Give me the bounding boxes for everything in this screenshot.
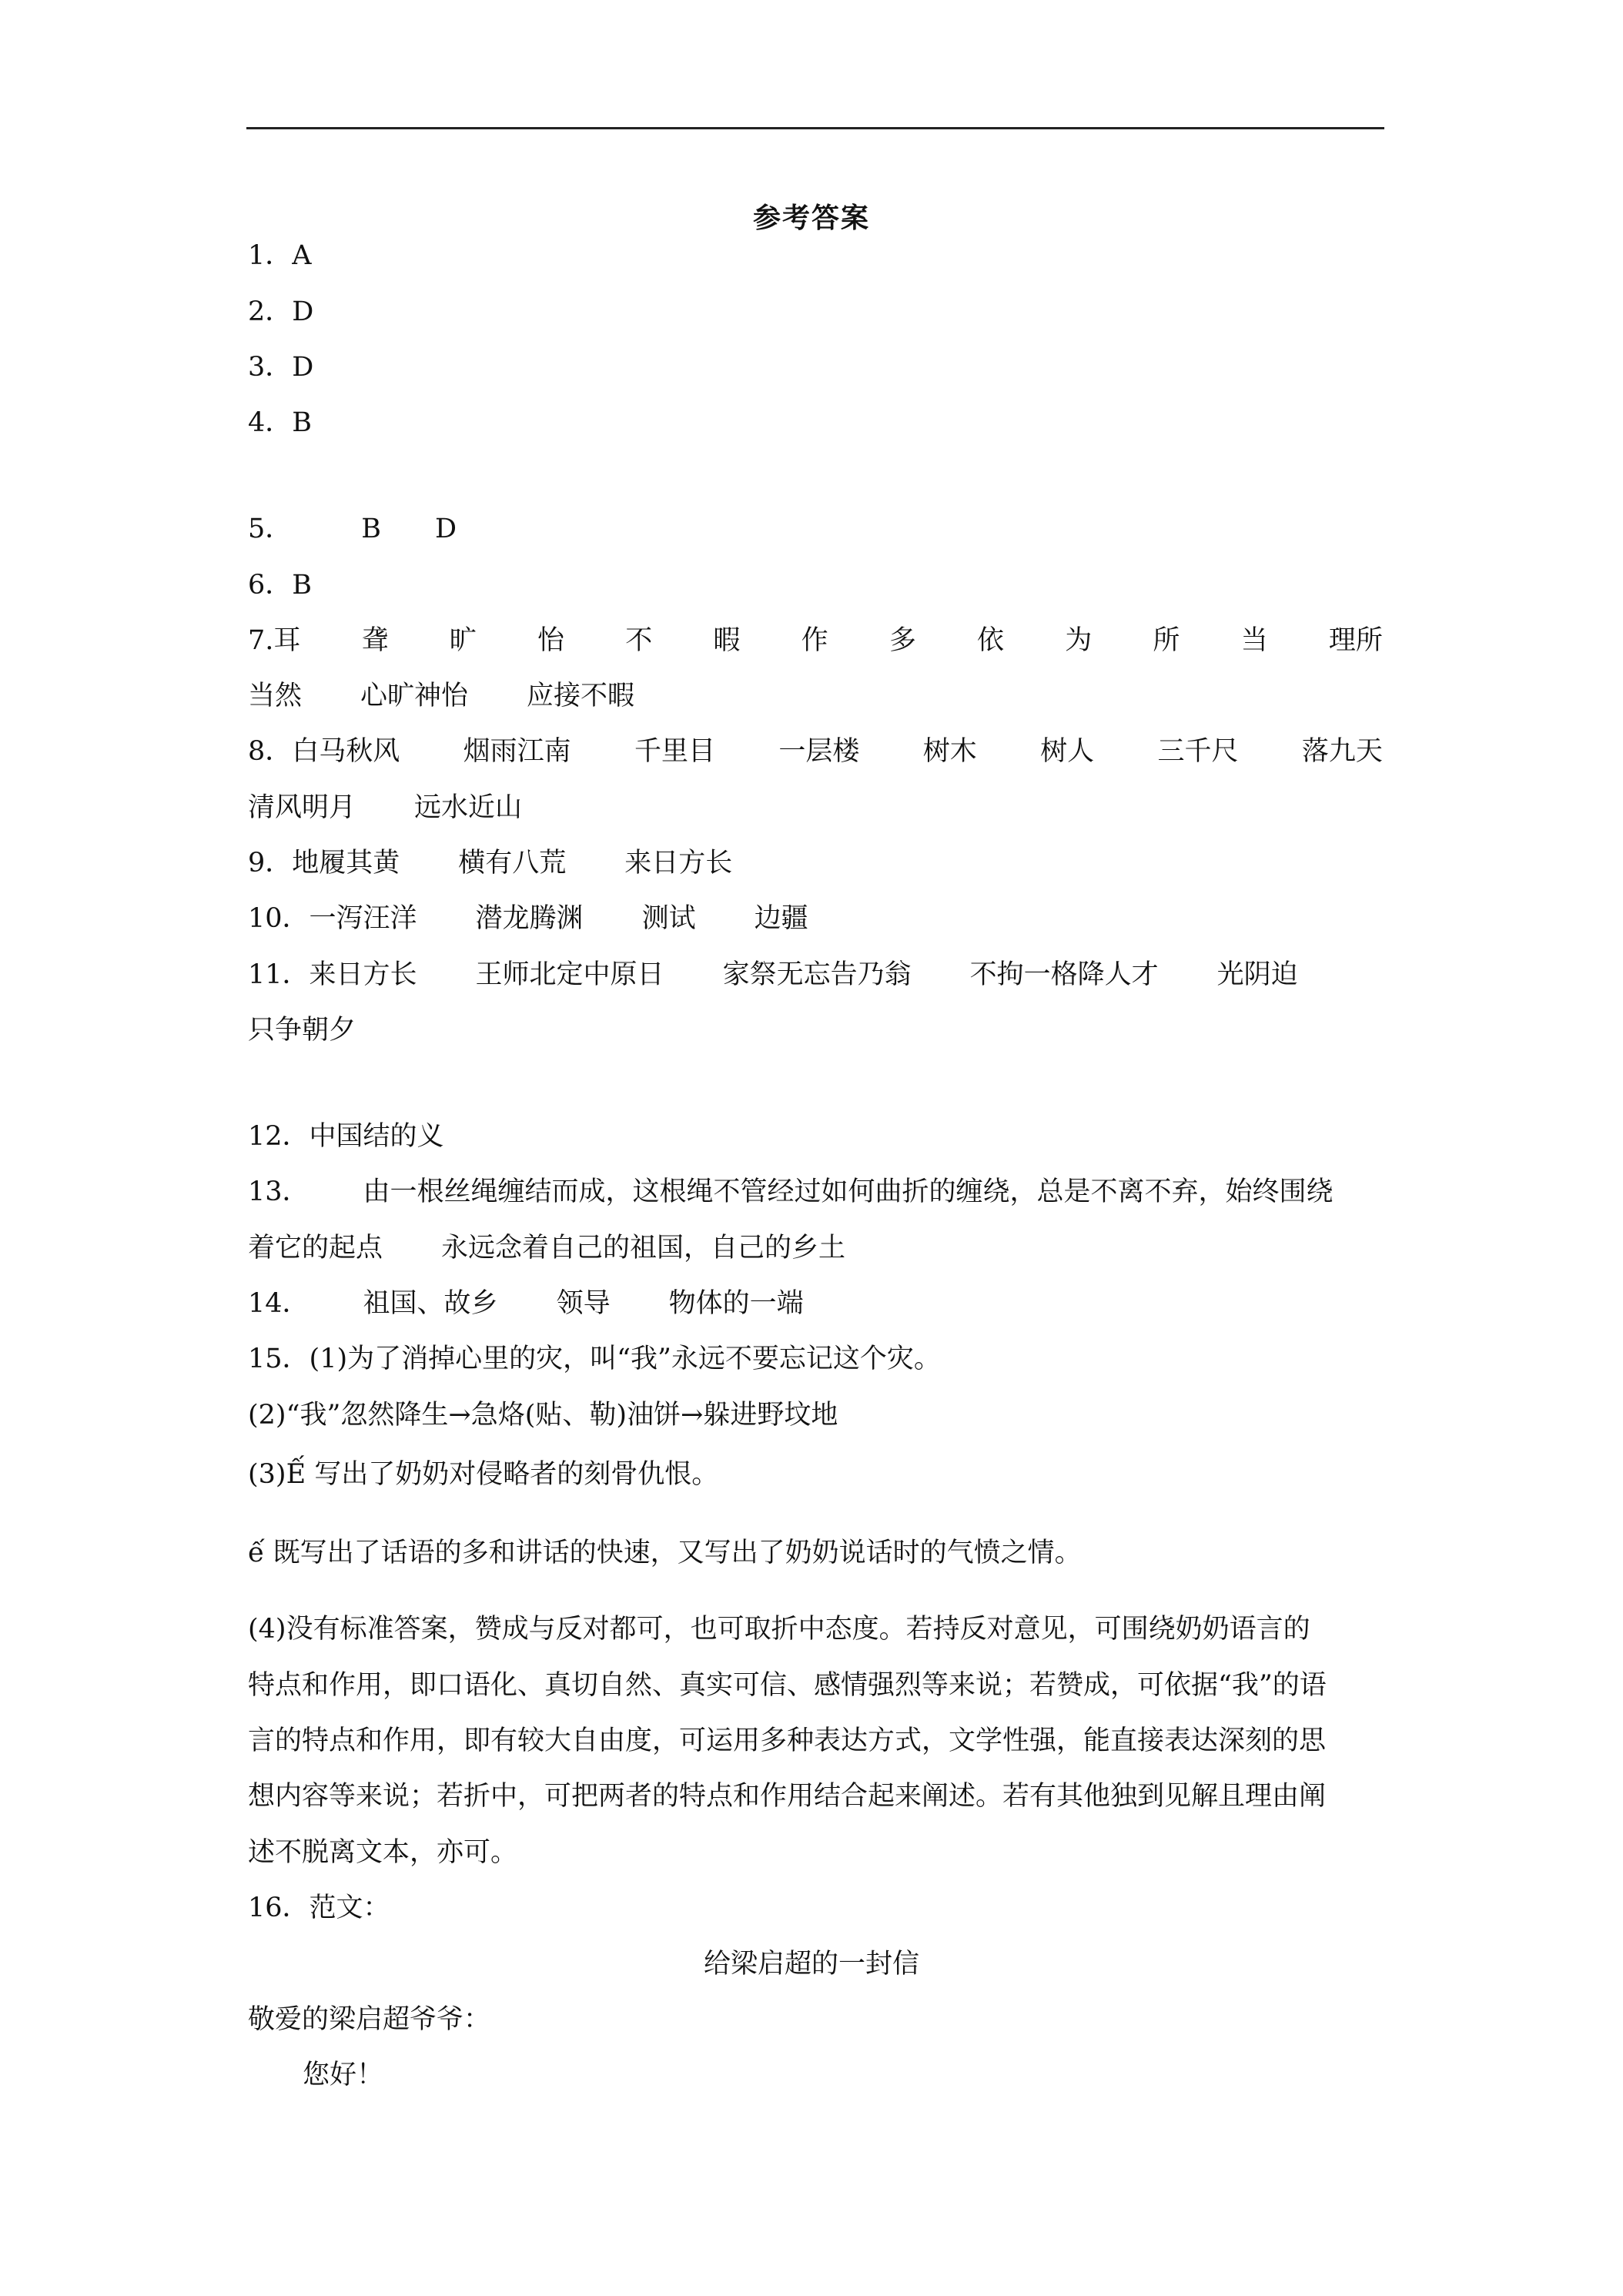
answer-8-item: 三千尺 [1157,736,1239,767]
answer-5-number: 5． [248,514,293,544]
letter-salutation: 敬爱的梁启超爷爷： [248,2004,491,2035]
answer-7-item: 应接不暇 [527,681,635,711]
answer-8-item: 千里目 [634,736,716,767]
answer-10-item: 边疆 [754,903,808,934]
answer-1: 1．A [248,240,312,271]
answer-15-part-4-line-4: 想内容等来说；若折中，可把两者的特点和作用结合起来阐述。若有其他独到见解且理由阐 [248,1781,1327,1812]
answer-7-item: 理所 [1328,625,1383,656]
answer-7-line-1 [248,625,1383,656]
letter-greeting: 您好！ [303,2060,384,2090]
answer-8-line-1 [248,736,1383,767]
answer-15-part-3: (3)Ế 写出了奶奶对侵略者的刻骨仇恨。 [248,1459,719,1490]
answer-14 [248,1288,804,1319]
answer-15-part-3b: ế 既写出了话语的多和讲话的快速，又写出了奶奶说话时的气愤之情。 [248,1538,1082,1568]
answer-7-item: 依 [977,625,1005,656]
answer-11-item: 家祭无忘告乃翁 [722,959,912,990]
answer-13-text: 永远念着自己的祖国，自己的乡土 [441,1233,846,1263]
answer-5 [248,514,457,544]
answer-14-number: 14． [248,1288,310,1319]
answer-14-item: 领导 [556,1288,611,1319]
answer-10 [248,903,808,934]
answer-8-item: 落九天 [1301,736,1383,767]
answer-11-item: 不拘一格降人才 [969,959,1159,990]
answer-11-item: 王师北定中原日 [475,959,664,990]
answer-13-text: 着它的起点 [248,1233,383,1263]
answer-11-line-1 [248,959,1298,990]
answer-8-item: 树人 [1040,736,1095,767]
answer-5-b: B [361,514,382,544]
answer-7-item: 心旷神怡 [360,681,469,711]
answer-11-item: 光阴迫 [1216,959,1298,990]
answer-8-item: 清风明月 [248,792,356,823]
answer-14-item: 祖国、故乡 [363,1288,498,1319]
answer-13-text: 由一根丝绳缠结而成，这根绳不管经过如何曲折的缠绕，总是不离不弃，始终围绕 [363,1176,1334,1207]
answer-7-item: 所 [1153,625,1180,656]
answer-15-part-4-line-3: 言的特点和作用，即有较大自由度，可运用多种表达方式，文学性强，能直接表达深刻的思 [248,1725,1327,1756]
answer-16: 16．范文： [248,1893,390,1923]
answer-7-item: 旷 [449,625,477,656]
answer-9-item: 来日方长 [624,848,733,879]
answer-10-item: 潜龙腾渊 [475,903,584,934]
answer-10-item: 10．一泻汪洋 [248,903,417,934]
answer-8-item: 远水近山 [414,792,523,823]
answer-7-item: 聋 [361,625,389,656]
answer-13-line-2 [248,1233,845,1263]
answer-14-item: 物体的一端 [668,1288,804,1319]
answer-7-item: 暇 [713,625,741,656]
answer-9-item: 9．地履其黄 [248,848,400,879]
answer-15-part-4-line-2: 特点和作用，即口语化、真切自然、真实可信、感情强烈等来说；若赞成，可依据“我”的语 [248,1670,1327,1701]
answer-8-item: 树木 [922,736,977,767]
answer-8-item: 一层楼 [778,736,860,767]
answer-7-item: 7.耳 [248,625,301,656]
answer-12: 12．中国结的义 [248,1121,444,1152]
answer-7-item: 为 [1065,625,1093,656]
header-rule [246,127,1384,129]
answer-7-item: 怡 [537,625,565,656]
answer-11-line-2: 只争朝夕 [248,1015,356,1046]
answer-15-part-2: (2)“我”忽然降生→急烙(贴、勒)油饼→躲进野坟地 [248,1400,838,1431]
answer-8-line-2 [248,792,522,823]
page-title: 参考答案 [752,202,870,234]
answer-2: 2．D [248,296,314,327]
answer-7-item: 当 [1240,625,1268,656]
answer-15-part-4-line-5: 述不脱离文本，亦可。 [248,1837,518,1868]
answer-7-item: 多 [888,625,916,656]
answer-10-item: 测试 [641,903,696,934]
answer-7-item: 作 [801,625,828,656]
answer-13-line-1 [248,1176,1334,1207]
answer-3: 3．D [248,352,314,383]
answer-4: 4．B [248,407,312,438]
answer-11-item: 11．来日方长 [248,959,417,990]
answer-9 [248,848,732,879]
answer-8-item: 8．白马秋风 [248,736,400,767]
answer-15-part-4-line-1: (4)没有标准答案，赞成与反对都可，也可取折中态度。若持反对意见，可围绕奶奶语言的 [248,1614,1310,1645]
answer-9-item: 横有八荒 [458,848,567,879]
answer-13-number: 13． [248,1176,310,1207]
answer-7-item: 当然 [248,681,303,711]
answer-5-d: D [435,514,457,544]
answer-7-item: 不 [625,625,653,656]
answer-6: 6．B [248,570,312,601]
answer-15-part-1: 15．(1)为了消掉心里的灾，叫“我”永远不要忘记这个灾。 [248,1344,941,1374]
answer-7-line-2 [248,681,634,711]
letter-title: 给梁启超的一封信 [703,1949,919,1980]
answer-8-item: 烟雨江南 [463,736,571,767]
